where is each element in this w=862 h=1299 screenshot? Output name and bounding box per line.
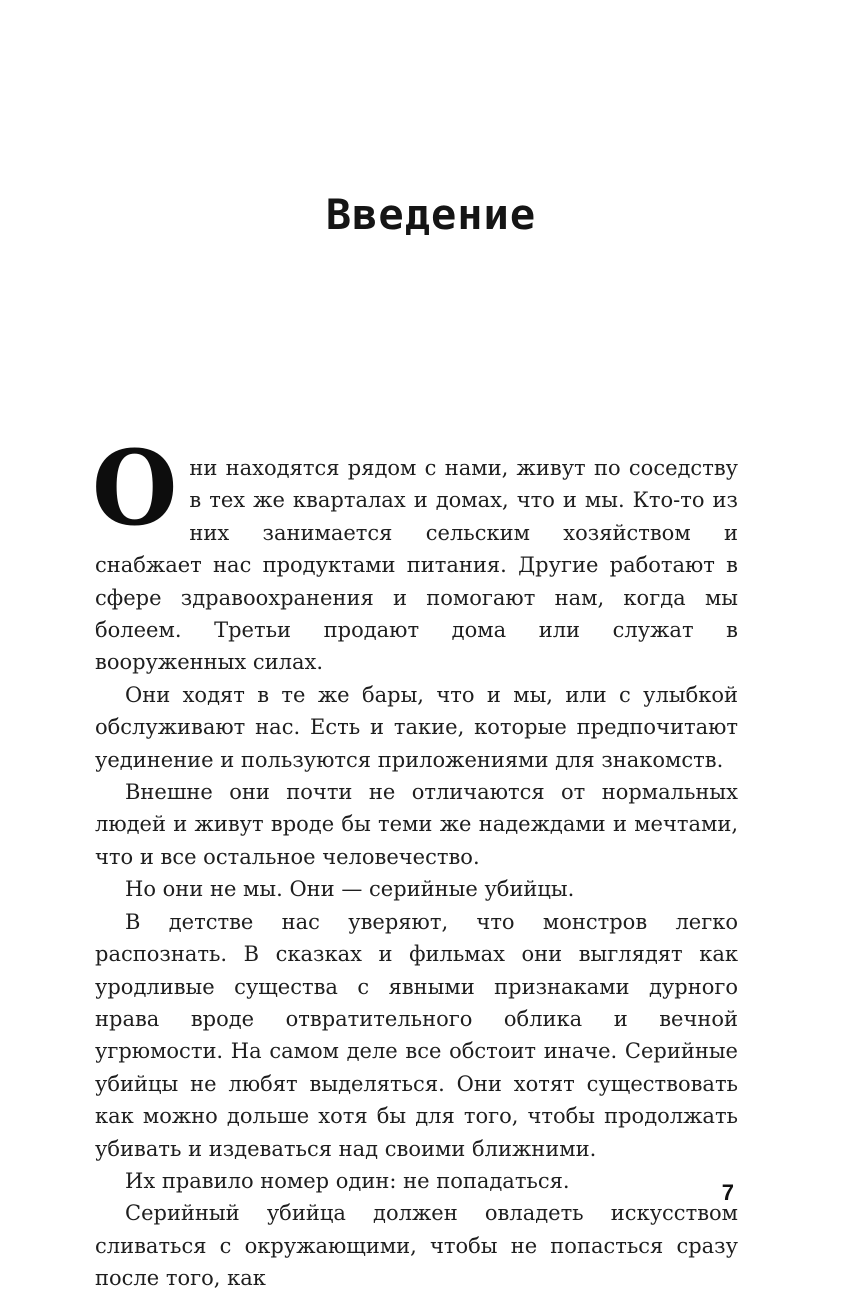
paragraph-3: Внешне они почти не отличаются от нормальных людей и живут вроде бы теми же надеждами и мечтами, что и все остальное человечество. — [95, 780, 738, 869]
drop-cap: О — [92, 428, 178, 549]
chapter-title: Введение — [325, 190, 537, 239]
paragraph-7: Серийный убийца должен овладеть искусством сливаться с окружающими, чтобы не попасться сразу после того, как — [95, 1201, 738, 1291]
paragraph-1 — [92, 428, 738, 679]
paragraph-5: В детстве нас уверяют, что монстров легко распознать. В сказках и фильмах они выглядят как уродливые существа с явными признаками дурного нрава вроде отвратительного облика и вечной угрюмости. На самом деле все обстоит иначе. Серийные убийцы не любят выделяться. Они хотят существовать как можно дольше хотя бы для того, чтобы продолжать убивать и издеваться над своими ближними. — [95, 909, 738, 1161]
paragraph-1-text: ни находятся рядом с нами, живут по соседству в тех же кварталах и домах, что и мы. Кто-то из них занимается сельским хозяйством и снабжает нас продуктами питания. Другие работают в сфере здравоохранения и помогают нам, когда мы болеем. Третьи продают дома или служат в вооруженных силах. — [95, 456, 738, 675]
body-text — [92, 428, 738, 1295]
paragraph-2: Они ходят в те же бары, что и мы, или с улыбкой обслуживают нас. Есть и такие, которые предпочитают уединение и пользуются приложениями для знакомств. — [95, 682, 738, 772]
page-number: 7 — [721, 1180, 734, 1205]
paragraph-4: Но они не мы. Они — серийные убийцы. — [125, 877, 575, 902]
paragraph-6: Их правило номер один: не попадаться. — [125, 1168, 570, 1193]
